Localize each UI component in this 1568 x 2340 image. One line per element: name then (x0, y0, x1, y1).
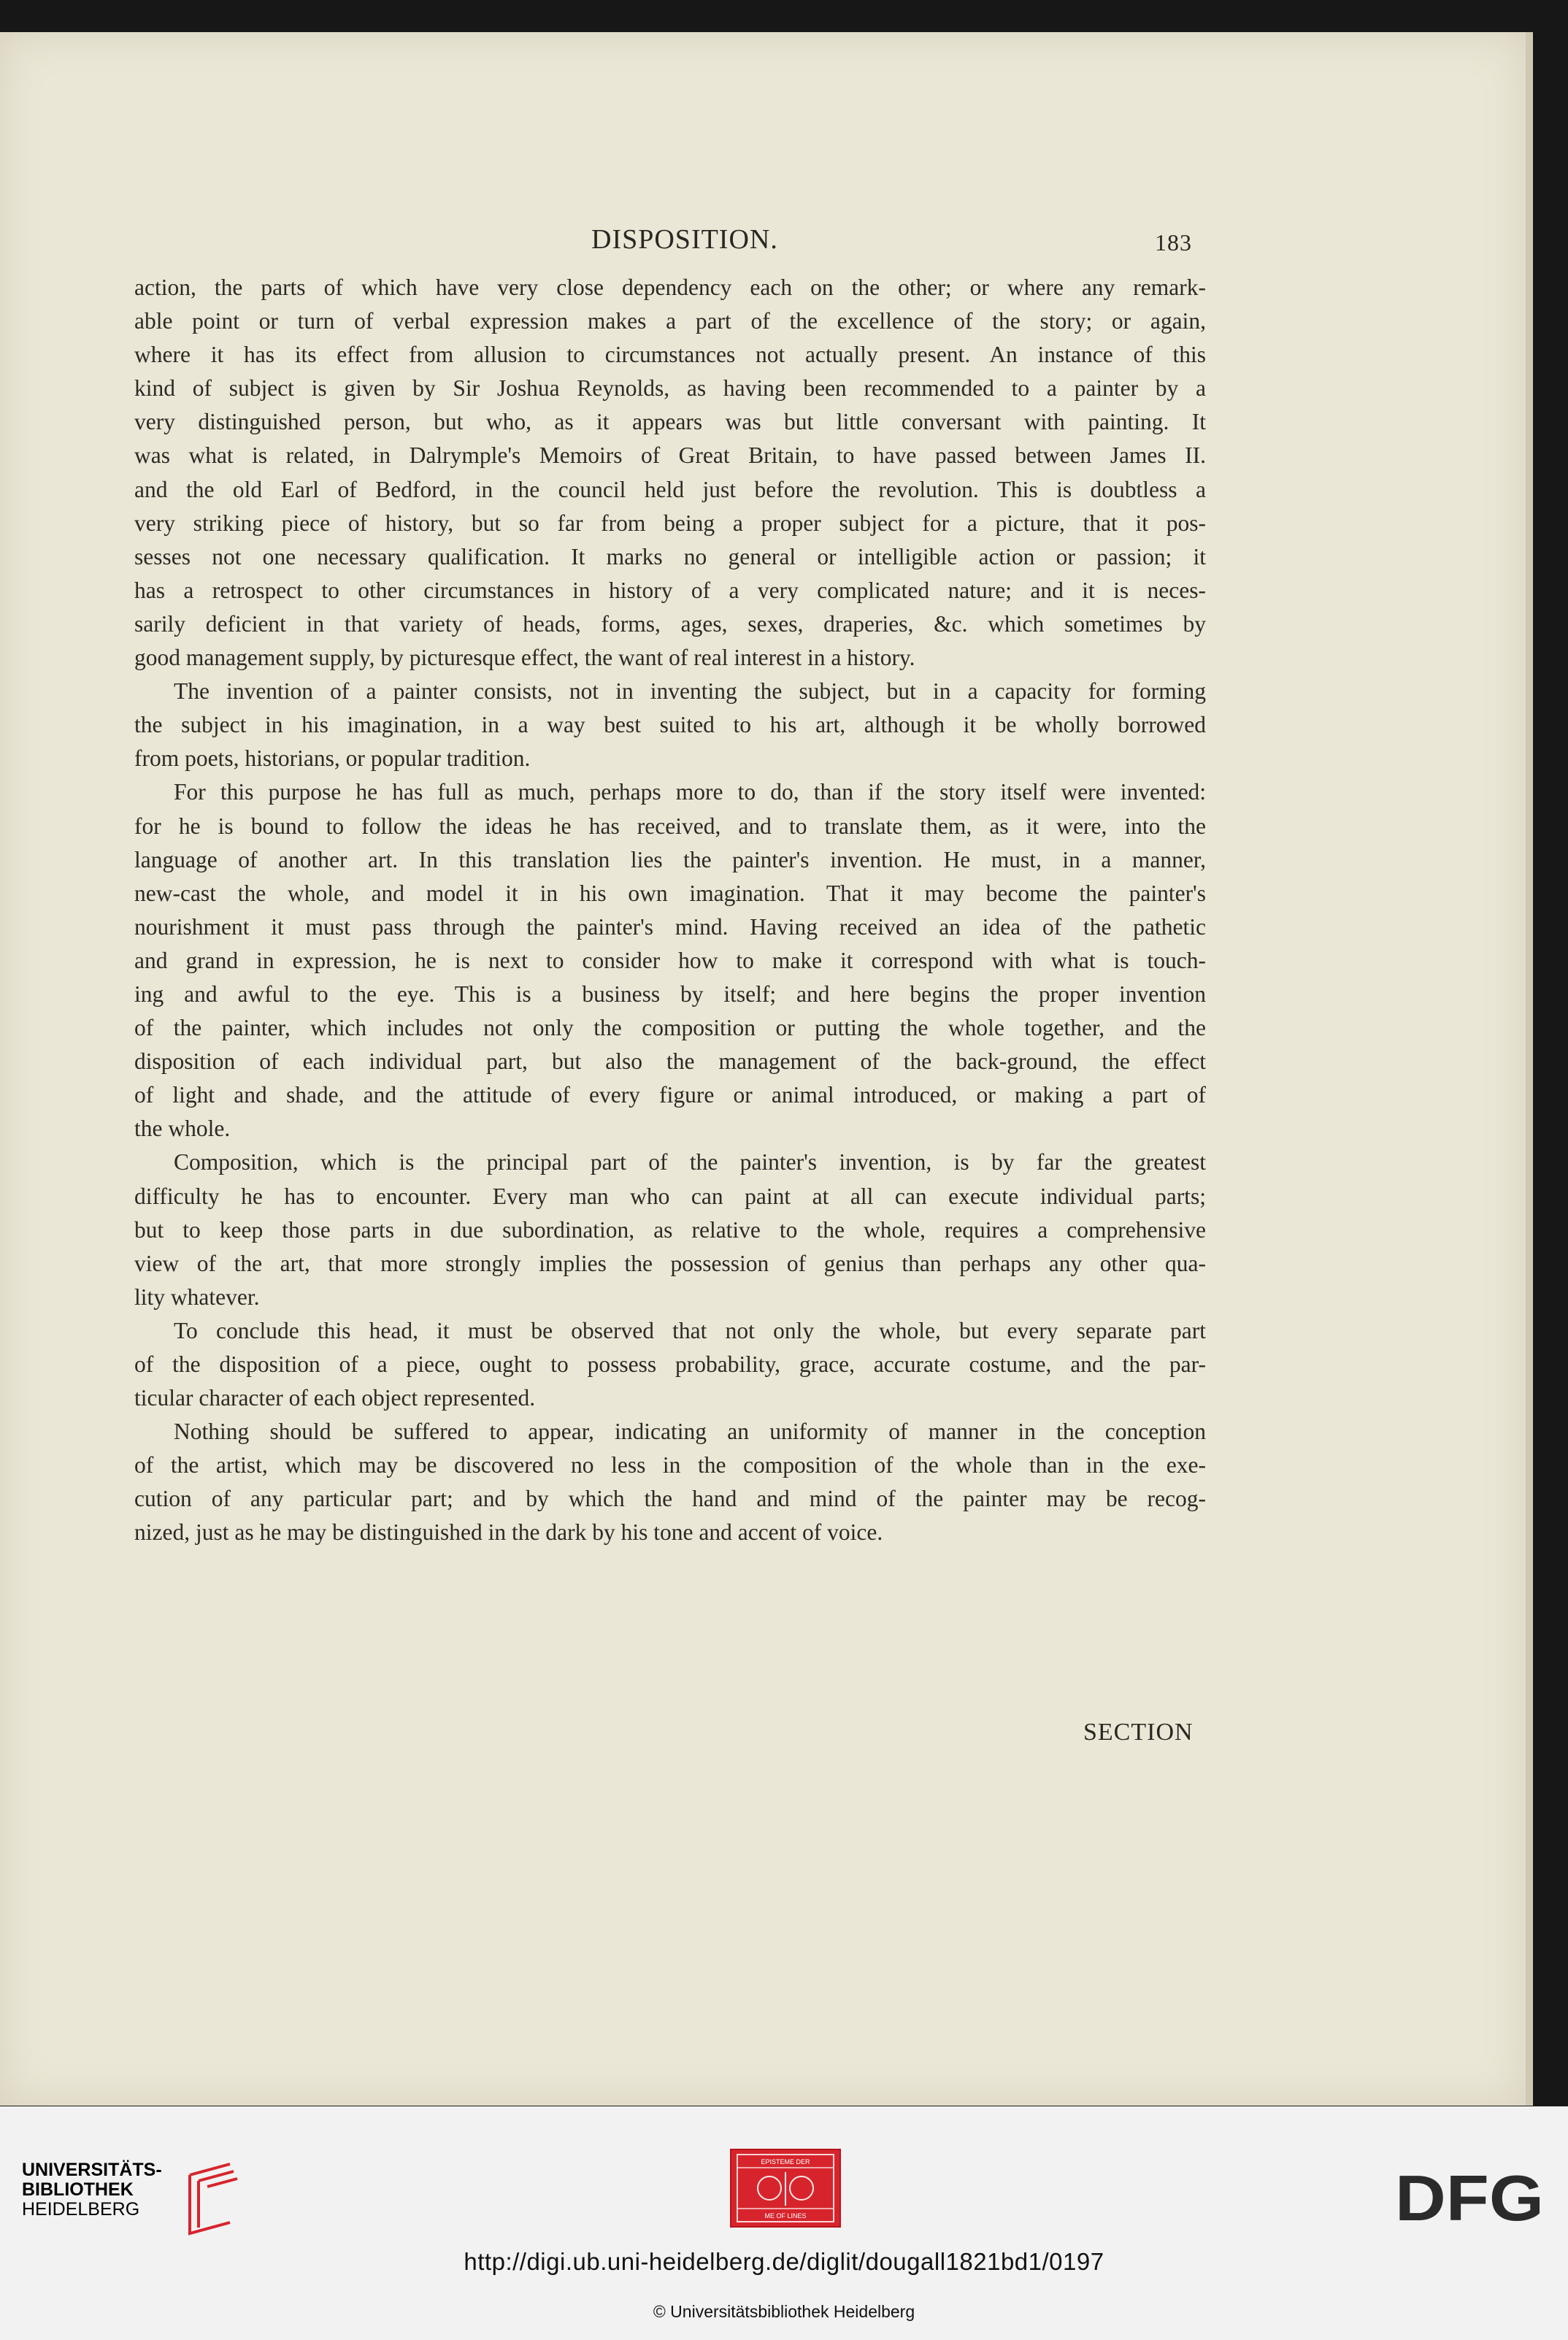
library-name (22, 2160, 162, 2220)
text-line: but to keep those parts in due subordination, as relative to the whole, requires a comprehensive (134, 1216, 1206, 1243)
text-line: For this purpose he has full as much, perhaps more to do, than if the story itself were invented: (174, 779, 1206, 805)
text-line: action, the parts of which have very close dependency each on the other; or where any remark- (134, 275, 1206, 300)
episteme-emblem-icon[interactable] (730, 2149, 841, 2228)
catchword: SECTION (1083, 1719, 1194, 1746)
episteme-emblem-graphic (731, 2150, 839, 2226)
dfg-logo-graphic (1393, 2169, 1546, 2226)
text-line: from poets, historians, or popular tradition. (134, 745, 531, 772)
text-line: Composition, which is the principal part of the painter's invention, is by far the greatest (174, 1149, 1206, 1175)
library-line: BIBLIOTHEK (22, 2179, 134, 2200)
text-line: lity whatever. (134, 1284, 260, 1310)
text-line: where it has its effect from allusion to circumstances not actually present. An instance of this (134, 342, 1206, 368)
permalink-url[interactable]: http://digi.ub.uni-heidelberg.de/diglit/dougall1821bd1/0197 (464, 2248, 1104, 2275)
text-line: ing and awful to the eye. This is a business by itself; and here begins the proper invention (134, 981, 1206, 1007)
text-line: very striking piece of history, but so far from being a proper subject for a picture, that it pos- (134, 510, 1206, 536)
text-line: To conclude this head, it must be observed that not only the whole, but every separate part (174, 1317, 1206, 1343)
text-line: ticular character of each object represented. (134, 1385, 536, 1411)
text-line: and grand in expression, he is next to consider how to make it correspond with what is touch- (134, 947, 1206, 973)
text-line: disposition of each individual part, but also the management of the back-ground, the effect (134, 1048, 1206, 1075)
dfg-text: DFG (1395, 2169, 1544, 2226)
text-line: cution of any particular part; and by which the hand and mind of the painter may be recog- (134, 1486, 1206, 1512)
copyright-notice: © Universitätsbibliothek Heidelberg (653, 2302, 915, 2321)
text-line: new-cast the whole, and model it in his own imagination. That it may become the painter's (134, 880, 1206, 906)
page-number: 183 (1155, 229, 1192, 256)
page-edge (1526, 32, 1533, 2106)
emblem-top-text: EPISTEME DER (761, 2158, 810, 2166)
emblem-bottom-text: ME OF LINES (764, 2212, 807, 2220)
text-line: the subject in his imagination, in a way best suited to his art, although it be wholly borrowed (134, 712, 1206, 738)
body-text (134, 271, 1206, 1550)
text-line: of the artist, which may be discovered no less in the composition of the whole than in the exe- (134, 1452, 1206, 1478)
text-line: view of the art, that more strongly implies the possession of genius than perhaps any other qua- (134, 1250, 1206, 1276)
viewer-footer (0, 2106, 1568, 2340)
text-line: very distinguished person, but who, as it appears was but little conversant with painting. It (134, 409, 1206, 435)
text-line: language of another art. In this translation lies the painter's invention. He must, in a manner, (134, 846, 1206, 872)
dfg-logo-icon[interactable] (1393, 2169, 1546, 2226)
text-line: The invention of a painter consists, not in inventing the subject, but in a capacity for forming (174, 678, 1206, 705)
text-line: of the disposition of a piece, ought to possess probability, grace, accurate costume, and the par- (134, 1351, 1206, 1377)
library-line: UNIVERSITÄTS- (22, 2160, 162, 2180)
book-page (0, 32, 1526, 2106)
text-line: sesses not one necessary qualification. It marks no general or intelligible action or passion; it (134, 543, 1206, 569)
text-line: of light and shade, and the attitude of every figure or animal introduced, or making a part of (134, 1082, 1206, 1108)
text-line: kind of subject is given by Sir Joshua Reynolds, as having been recommended to a painter by a (134, 375, 1206, 402)
text-line: Nothing should be suffered to appear, indicating an uniformity of manner in the conception (174, 1419, 1206, 1445)
text-line: nourishment it must pass through the painter's mind. Having received an idea of the pathetic (134, 913, 1206, 940)
text-line: nized, just as he may be distinguished in the dark by his tone and accent of voice. (134, 1519, 883, 1546)
library-line: HEIDELBERG (22, 2199, 140, 2220)
ub-mark-icon (161, 2160, 241, 2241)
text-line: for he is bound to follow the ideas he has received, and to translate them, as it were, into the (134, 813, 1206, 839)
text-line: has a retrospect to other circumstances in history of a very complicated nature; and it is neces- (134, 577, 1206, 603)
text-line: able point or turn of verbal expression makes a part of the excellence of the story; or again, (134, 308, 1206, 334)
text-line: difficulty he has to encounter. Every man who can paint at all can execute individual parts; (134, 1183, 1206, 1209)
text-line: of the painter, which includes not only the composition or putting the whole together, and the (134, 1015, 1206, 1041)
text-line: sarily deficient in that variety of heads, forms, ages, sexes, draperies, &c. which sometimes by (134, 610, 1206, 637)
text-line: and the old Earl of Bedford, in the council held just before the revolution. This is doubtless a (134, 476, 1206, 502)
text-line: the whole. (134, 1116, 231, 1142)
text-line: was what is related, in Dalrymple's Memoirs of Great Britain, to have passed between James II. (134, 442, 1206, 469)
text-line: good management supply, by picturesque effect, the want of real interest in a history. (134, 645, 915, 671)
running-title: DISPOSITION. (591, 224, 778, 255)
